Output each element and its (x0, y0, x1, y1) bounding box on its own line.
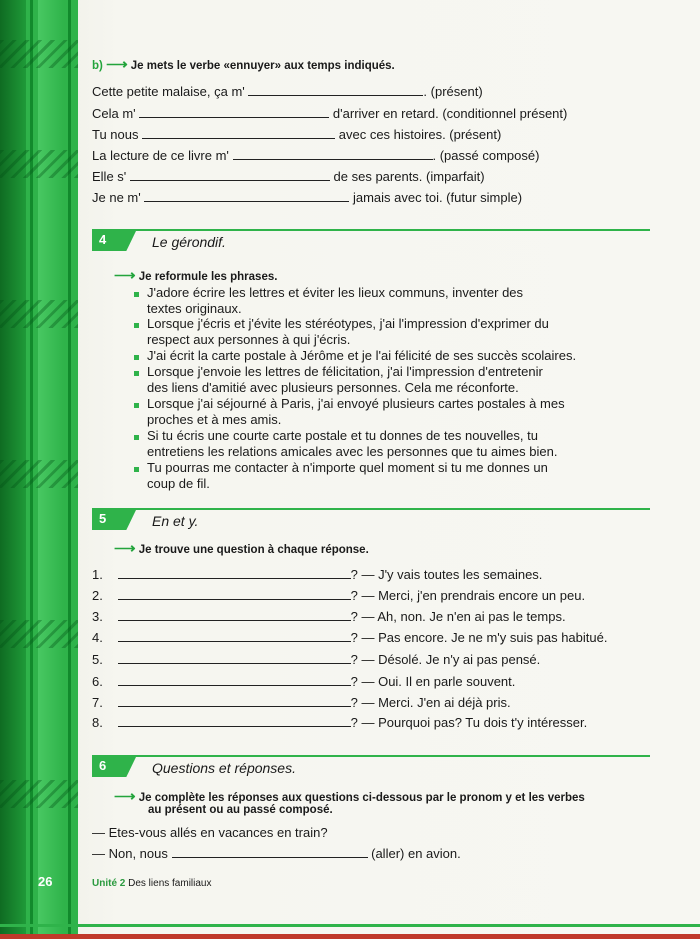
section-6-instruction-row (114, 787, 585, 805)
section-5-item-4: 4. ? — Pas encore. Je ne m'y suis pas habitué. (92, 630, 608, 645)
answer-blank[interactable] (248, 85, 423, 96)
section-6-header (92, 755, 650, 777)
page-footer (92, 878, 212, 889)
section-4-item-7-line-2: coup de fil. (147, 476, 210, 491)
answer-blank[interactable] (139, 107, 329, 118)
arrow-icon: ⟶ (114, 267, 136, 284)
answer-blank[interactable] (172, 847, 368, 858)
section-5-header (92, 508, 650, 530)
answer-blank[interactable] (118, 610, 351, 621)
section-4-item-3-line-1: J'ai écrit la carte postale à Jérôme et je l'ai félicité de ses succès scolaires. (147, 348, 577, 363)
exercise-b-instruction: Je mets le verbe «ennuyer» aux temps indiqués. (130, 60, 395, 72)
section-6-dialog-line-2: — Non, nous (aller) en avion. (92, 846, 461, 861)
section-5-item-5: 5. ? — Désolé. Je n'y ai pas pensé. (92, 652, 541, 667)
section-5-instruction-row (114, 539, 369, 557)
section-5-item-2: 2. ? — Merci, j'en prendrais encore un peu. (92, 588, 586, 603)
answer-blank[interactable] (142, 128, 335, 139)
exercise-b-line-1: Cette petite malaise, ça m' . (présent) (92, 84, 483, 99)
section-6-instruction-line-2: au présent ou au passé composé. (148, 804, 333, 816)
section-4-item-1-line-1: J'adore écrire les lettres et éviter les lieux communs, inventer des (147, 285, 524, 300)
answer-blank[interactable] (118, 696, 351, 707)
section-5-number: 5 (99, 511, 107, 526)
bottom-rule (0, 924, 700, 927)
section-4-title: Le gérondif. (152, 234, 226, 250)
bullet-icon (134, 355, 139, 360)
section-4-item-5-line-1: Lorsque j'ai séjourné à Paris, j'ai envoyé plusieurs cartes postales à mes (147, 396, 565, 411)
section-4-item-4-line-2: des liens d'amitié avec plusieurs personnes. Cela me réconforte. (147, 380, 519, 395)
section-5-item-6: 6. ? — Oui. Il en parle souvent. (92, 674, 516, 689)
section-6-instruction-line-1: Je complète les réponses aux questions ci-dessous par le pronom y et les verbes (138, 792, 585, 804)
section-4-instruction: Je reformule les phrases. (138, 271, 278, 283)
answer-blank[interactable] (118, 716, 351, 727)
arrow-icon: ⟶ (114, 788, 136, 805)
section-5-instruction: Je trouve une question à chaque réponse. (138, 544, 369, 556)
section-4-item-7-line-1: Tu pourras me contacter à n'importe quel moment si tu me donnes un (147, 460, 548, 475)
section-4-item-5-line-2: proches et à mes amis. (147, 412, 282, 427)
section-4-instruction-row (114, 266, 277, 284)
section-6-number: 6 (99, 758, 107, 773)
section-4-number: 4 (99, 232, 107, 247)
bullet-icon (134, 292, 139, 297)
section-4-header (92, 229, 650, 251)
answer-blank[interactable] (144, 191, 349, 202)
answer-blank[interactable] (118, 675, 351, 686)
exercise-b-line-6: Je ne m' jamais avec toi. (futur simple) (92, 190, 523, 205)
section-4-item-1-line-2: textes originaux. (147, 301, 242, 316)
section-4-item-4-line-1: Lorsque j'envoie les lettres de félicitation, j'ai l'impression d'entretenir (147, 364, 543, 379)
bullet-icon (134, 467, 139, 472)
bullet-icon (134, 435, 139, 440)
section-4-item-6-line-1: Si tu écris une courte carte postale et tu donnes de tes nouvelles, tu (147, 428, 538, 443)
answer-blank[interactable] (118, 589, 351, 600)
exercise-b-header (92, 55, 395, 73)
section-5-title: En et y. (152, 513, 199, 529)
bottom-edge (0, 934, 700, 939)
arrow-icon: ⟶ (106, 56, 128, 73)
green-margin (0, 0, 78, 939)
page-number: 26 (38, 874, 53, 889)
exercise-b-label: b) (92, 60, 103, 72)
answer-blank[interactable] (233, 149, 433, 160)
exercise-b-line-3: Tu nous avec ces histoires. (présent) (92, 127, 502, 142)
section-5-item-1: 1. ? — J'y vais toutes les semaines. (92, 567, 543, 582)
answer-blank[interactable] (118, 653, 351, 664)
bullet-icon (134, 323, 139, 328)
section-4-item-2-line-1: Lorsque j'écris et j'évite les stéréotypes, j'ai l'impression d'exprimer du (147, 316, 549, 331)
section-6-title: Questions et réponses. (152, 760, 296, 776)
exercise-b-line-2: Cela m' d'arriver en retard. (conditionnel présent) (92, 106, 568, 121)
section-4-item-6-line-2: entretiens les relations amicales avec les personnes que tu aimes bien. (147, 444, 558, 459)
section-5-item-8: 8. ? — Pourquoi pas? Tu dois t'y intéresser. (92, 715, 588, 730)
answer-blank[interactable] (118, 631, 351, 642)
answer-blank[interactable] (130, 170, 330, 181)
section-5-item-3: 3. ? — Ah, non. Je n'en ai pas le temps. (92, 609, 566, 624)
answer-blank[interactable] (118, 568, 351, 579)
unit-title: Des liens familiaux (128, 878, 212, 889)
bullet-icon (134, 403, 139, 408)
bullet-icon (134, 371, 139, 376)
unit-label: Unité 2 (92, 878, 126, 889)
arrow-icon: ⟶ (114, 540, 136, 557)
section-4-item-2-line-2: respect aux personnes à qui j'écris. (147, 332, 351, 347)
section-6-dialog-line-1: — Etes-vous allés en vacances en train? (92, 825, 328, 840)
section-5-item-7: 7. ? — Merci. J'en ai déjà pris. (92, 695, 511, 710)
exercise-b-line-5: Elle s' de ses parents. (imparfait) (92, 169, 485, 184)
exercise-b-line-4: La lecture de ce livre m' . (passé composé) (92, 148, 540, 163)
